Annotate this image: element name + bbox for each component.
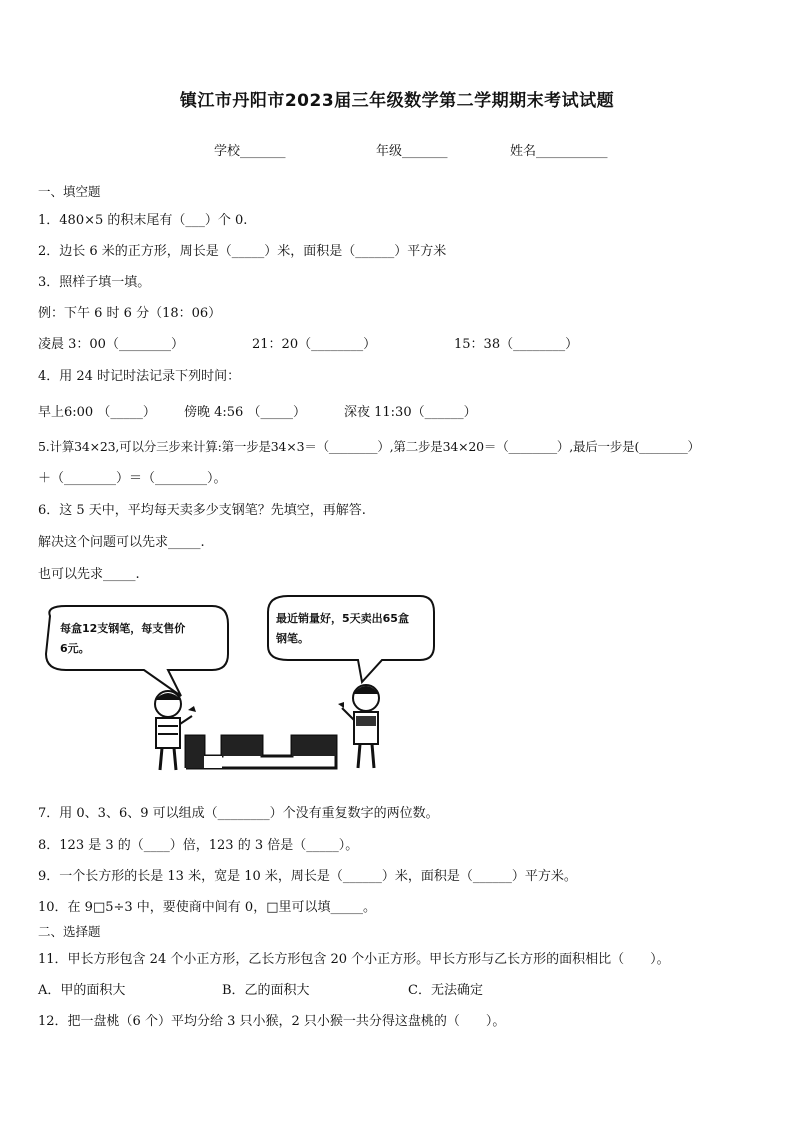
question-11: 11．甲长方形包含 24 个小正方形，乙长方形包含 20 个小正方形。甲长方形与乙长方形的面积相比（ ）。: [38, 952, 670, 967]
question-2: 2．边长 6 米的正方形，周长是（_____）米，面积是（______）平方米: [38, 244, 447, 259]
question-3-item-2: 21：20（________）: [252, 337, 377, 352]
cartoon-illustration: [36, 594, 768, 784]
section-fill-blank-title: 一、填空题: [38, 184, 101, 199]
shop-counter: [186, 736, 336, 768]
page-title: 镇江市丹阳市2023届三年级数学第二学期期末考试试题: [179, 91, 615, 111]
question-4: 4．用 24 时记时法记录下列时间：: [38, 369, 241, 384]
question-4-item-3: 深夜 11:30（______）: [344, 405, 477, 420]
left-bubble-text-2: 6元。: [60, 642, 90, 655]
question-5-line-2: ＋（________）＝（________）。: [38, 471, 227, 486]
question-6: 6．这 5 天中，平均每天卖多少支钢笔？先填空，再解答.: [38, 503, 366, 518]
question-4-item-2: 傍晚 4:56 （_____）: [184, 405, 306, 420]
question-3-example: 例：下午 6 时 6 分（18：06）: [38, 306, 222, 321]
right-bubble-text-1: 最近销量好，5天卖出65盒: [276, 612, 409, 625]
question-5-line-1: 5.计算34×23,可以分三步来计算:第一步是34×3＝（________）,第二步是34×20＝（________）,最后一步是(________）: [38, 439, 700, 454]
question-3: 3．照样子填一填。: [38, 275, 151, 290]
right-bubble-text-2: 钢笔。: [276, 632, 309, 645]
question-6-part-a: 解决这个问题可以先求_____.: [38, 535, 205, 550]
question-3-item-3: 15：38（________）: [454, 337, 579, 352]
name-field: 姓名___________: [510, 144, 608, 159]
question-11-option-c: C．无法确定: [408, 983, 483, 998]
question-6-part-b: 也可以先求_____.: [38, 567, 140, 582]
grade-field: 年级_______: [376, 144, 448, 159]
question-11-option-a: A．甲的面积大: [38, 983, 126, 998]
right-child-figure: [338, 685, 379, 768]
section-choice-title: 二、选择题: [38, 924, 101, 939]
question-11-option-b: B．乙的面积大: [222, 983, 310, 998]
question-1: 1．480×5 的积末尾有（___）个 0.: [38, 213, 248, 228]
question-12: 12．把一盘桃（6 个）平均分给 3 只小猴，2 只小猴一共分得这盘桃的（ ）。: [38, 1014, 506, 1029]
question-3-item-1: 凌晨 3：00（________）: [38, 337, 184, 352]
question-10: 10．在 9□5÷3 中，要使商中间有 0，□里可以填_____。: [38, 900, 376, 915]
question-9: 9．一个长方形的长是 13 米，宽是 10 米，周长是（______）米，面积是（______）平方米。: [38, 869, 577, 884]
school-field: 学校_______: [214, 144, 286, 159]
left-bubble-text-1: 每盒12支钢笔，每支售价: [60, 622, 186, 635]
question-8: 8．123 是 3 的（____）倍，123 的 3 倍是（_____）。: [38, 838, 359, 853]
question-4-item-1: 早上6:00 （_____）: [38, 405, 156, 420]
question-7: 7．用 0、3、6、9 可以组成（________）个没有重复数字的两位数。: [38, 806, 439, 821]
